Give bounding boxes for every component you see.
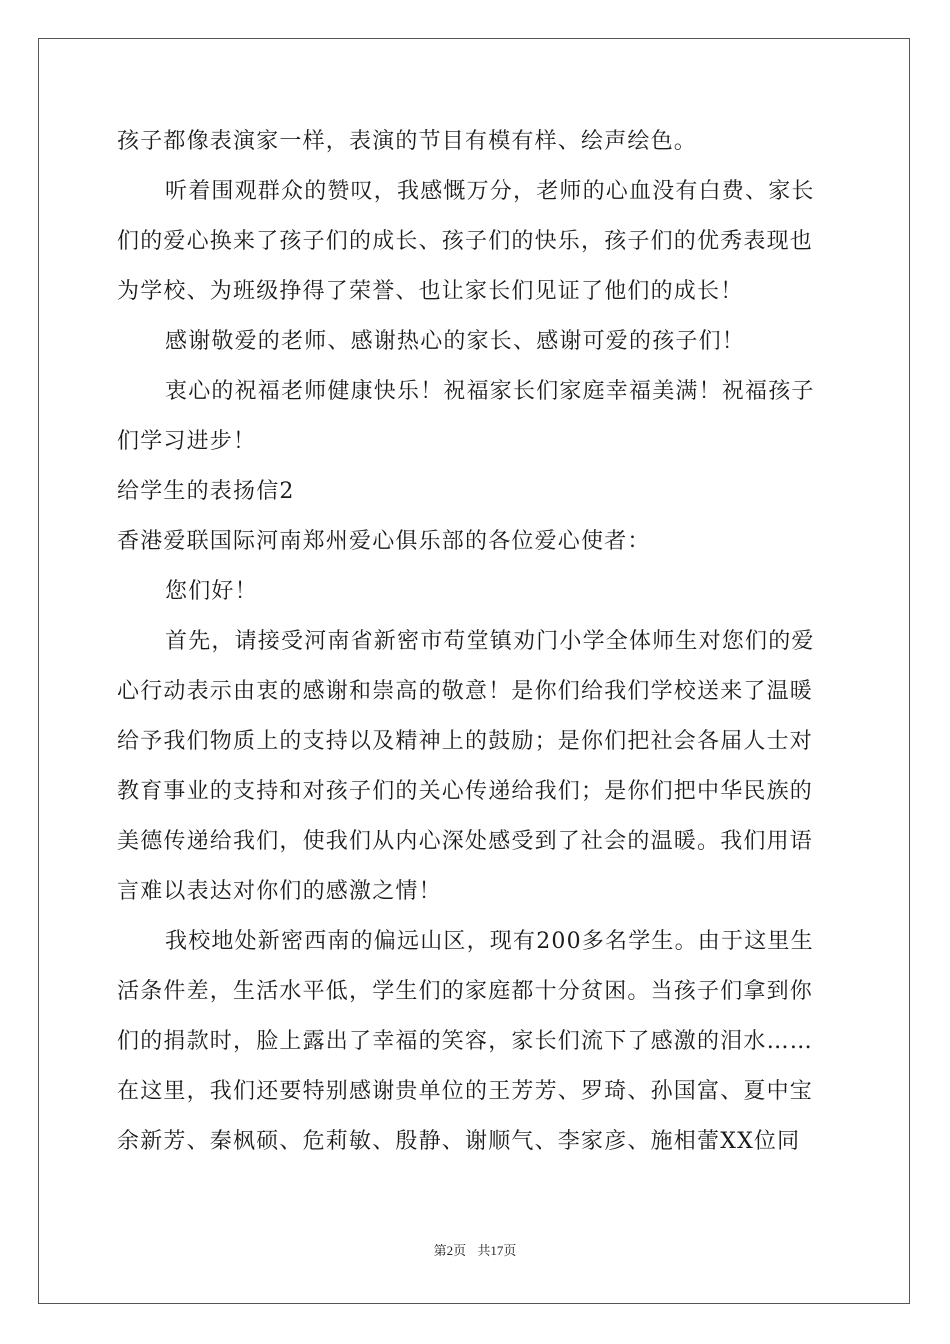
text-line: 们的捐款时，脸上露出了幸福的笑容，家长们流下了感激的泪水…… xyxy=(117,1029,814,1054)
salutation: 香港爱联国际河南郑州爱心俱乐部的各位爱心使者： xyxy=(117,529,651,554)
section-heading: 给学生的表扬信2 xyxy=(117,479,295,504)
text-line: 言难以表达对你们的感激之情！ xyxy=(117,879,442,904)
text-line: 美德传递给我们，使我们从内心深处感受到了社会的温暖。我们用语 xyxy=(117,829,814,854)
text-line: 为学校、为班级挣得了荣誉、也让家长们见证了他们的成长！ xyxy=(117,279,744,304)
text-line: 心行动表示由衷的感谢和崇高的敬意！是你们给我们学校送来了温暖 xyxy=(117,679,814,704)
text-line: 给予我们物质上的支持以及精神上的鼓励；是你们把社会各届人士对 xyxy=(117,729,814,754)
text-line: 们的爱心换来了孩子们的成长、孩子们的快乐，孩子们的优秀表现也 xyxy=(117,229,814,254)
greeting: 您们好！ xyxy=(165,579,258,604)
page-total: 共17页 xyxy=(477,1243,517,1258)
text-line: 听着围观群众的赞叹，我感慨万分，老师的心血没有白费、家长 xyxy=(165,179,815,204)
text-line: 我校地处新密西南的偏远山区，现有200多名学生。由于这里生 xyxy=(165,929,814,954)
text-line: 首先，请接受河南省新密市苟堂镇劝门小学全体师生对您们的爱 xyxy=(165,629,815,654)
text-line: 孩子都像表演家一样，表演的节目有模有样、绘声绘色。 xyxy=(117,129,698,154)
text-line: 们学习进步！ xyxy=(117,429,257,454)
page-number: 第2页 xyxy=(433,1243,467,1258)
text-line: 在这里，我们还要特别感谢贵单位的王芳芳、罗琦、孙国富、夏中宝 xyxy=(117,1079,814,1104)
text-line: 感谢敬爱的老师、感谢热心的家长、感谢可爱的孩子们！ xyxy=(165,329,746,354)
text-line: 衷心的祝福老师健康快乐！祝福家长们家庭幸福美满！祝福孩子 xyxy=(165,379,815,404)
page-footer xyxy=(0,1240,950,1259)
text-line: 教育事业的支持和对孩子们的关心传递给我们；是你们把中华民族的 xyxy=(117,779,814,804)
text-line: 活条件差，生活水平低，学生们的家庭都十分贫困。当孩子们拿到你 xyxy=(117,979,814,1004)
text-line: 余新芳、秦枫硕、危莉敏、殷静、谢顺气、李家彦、施相蕾XX位同 xyxy=(117,1129,801,1154)
